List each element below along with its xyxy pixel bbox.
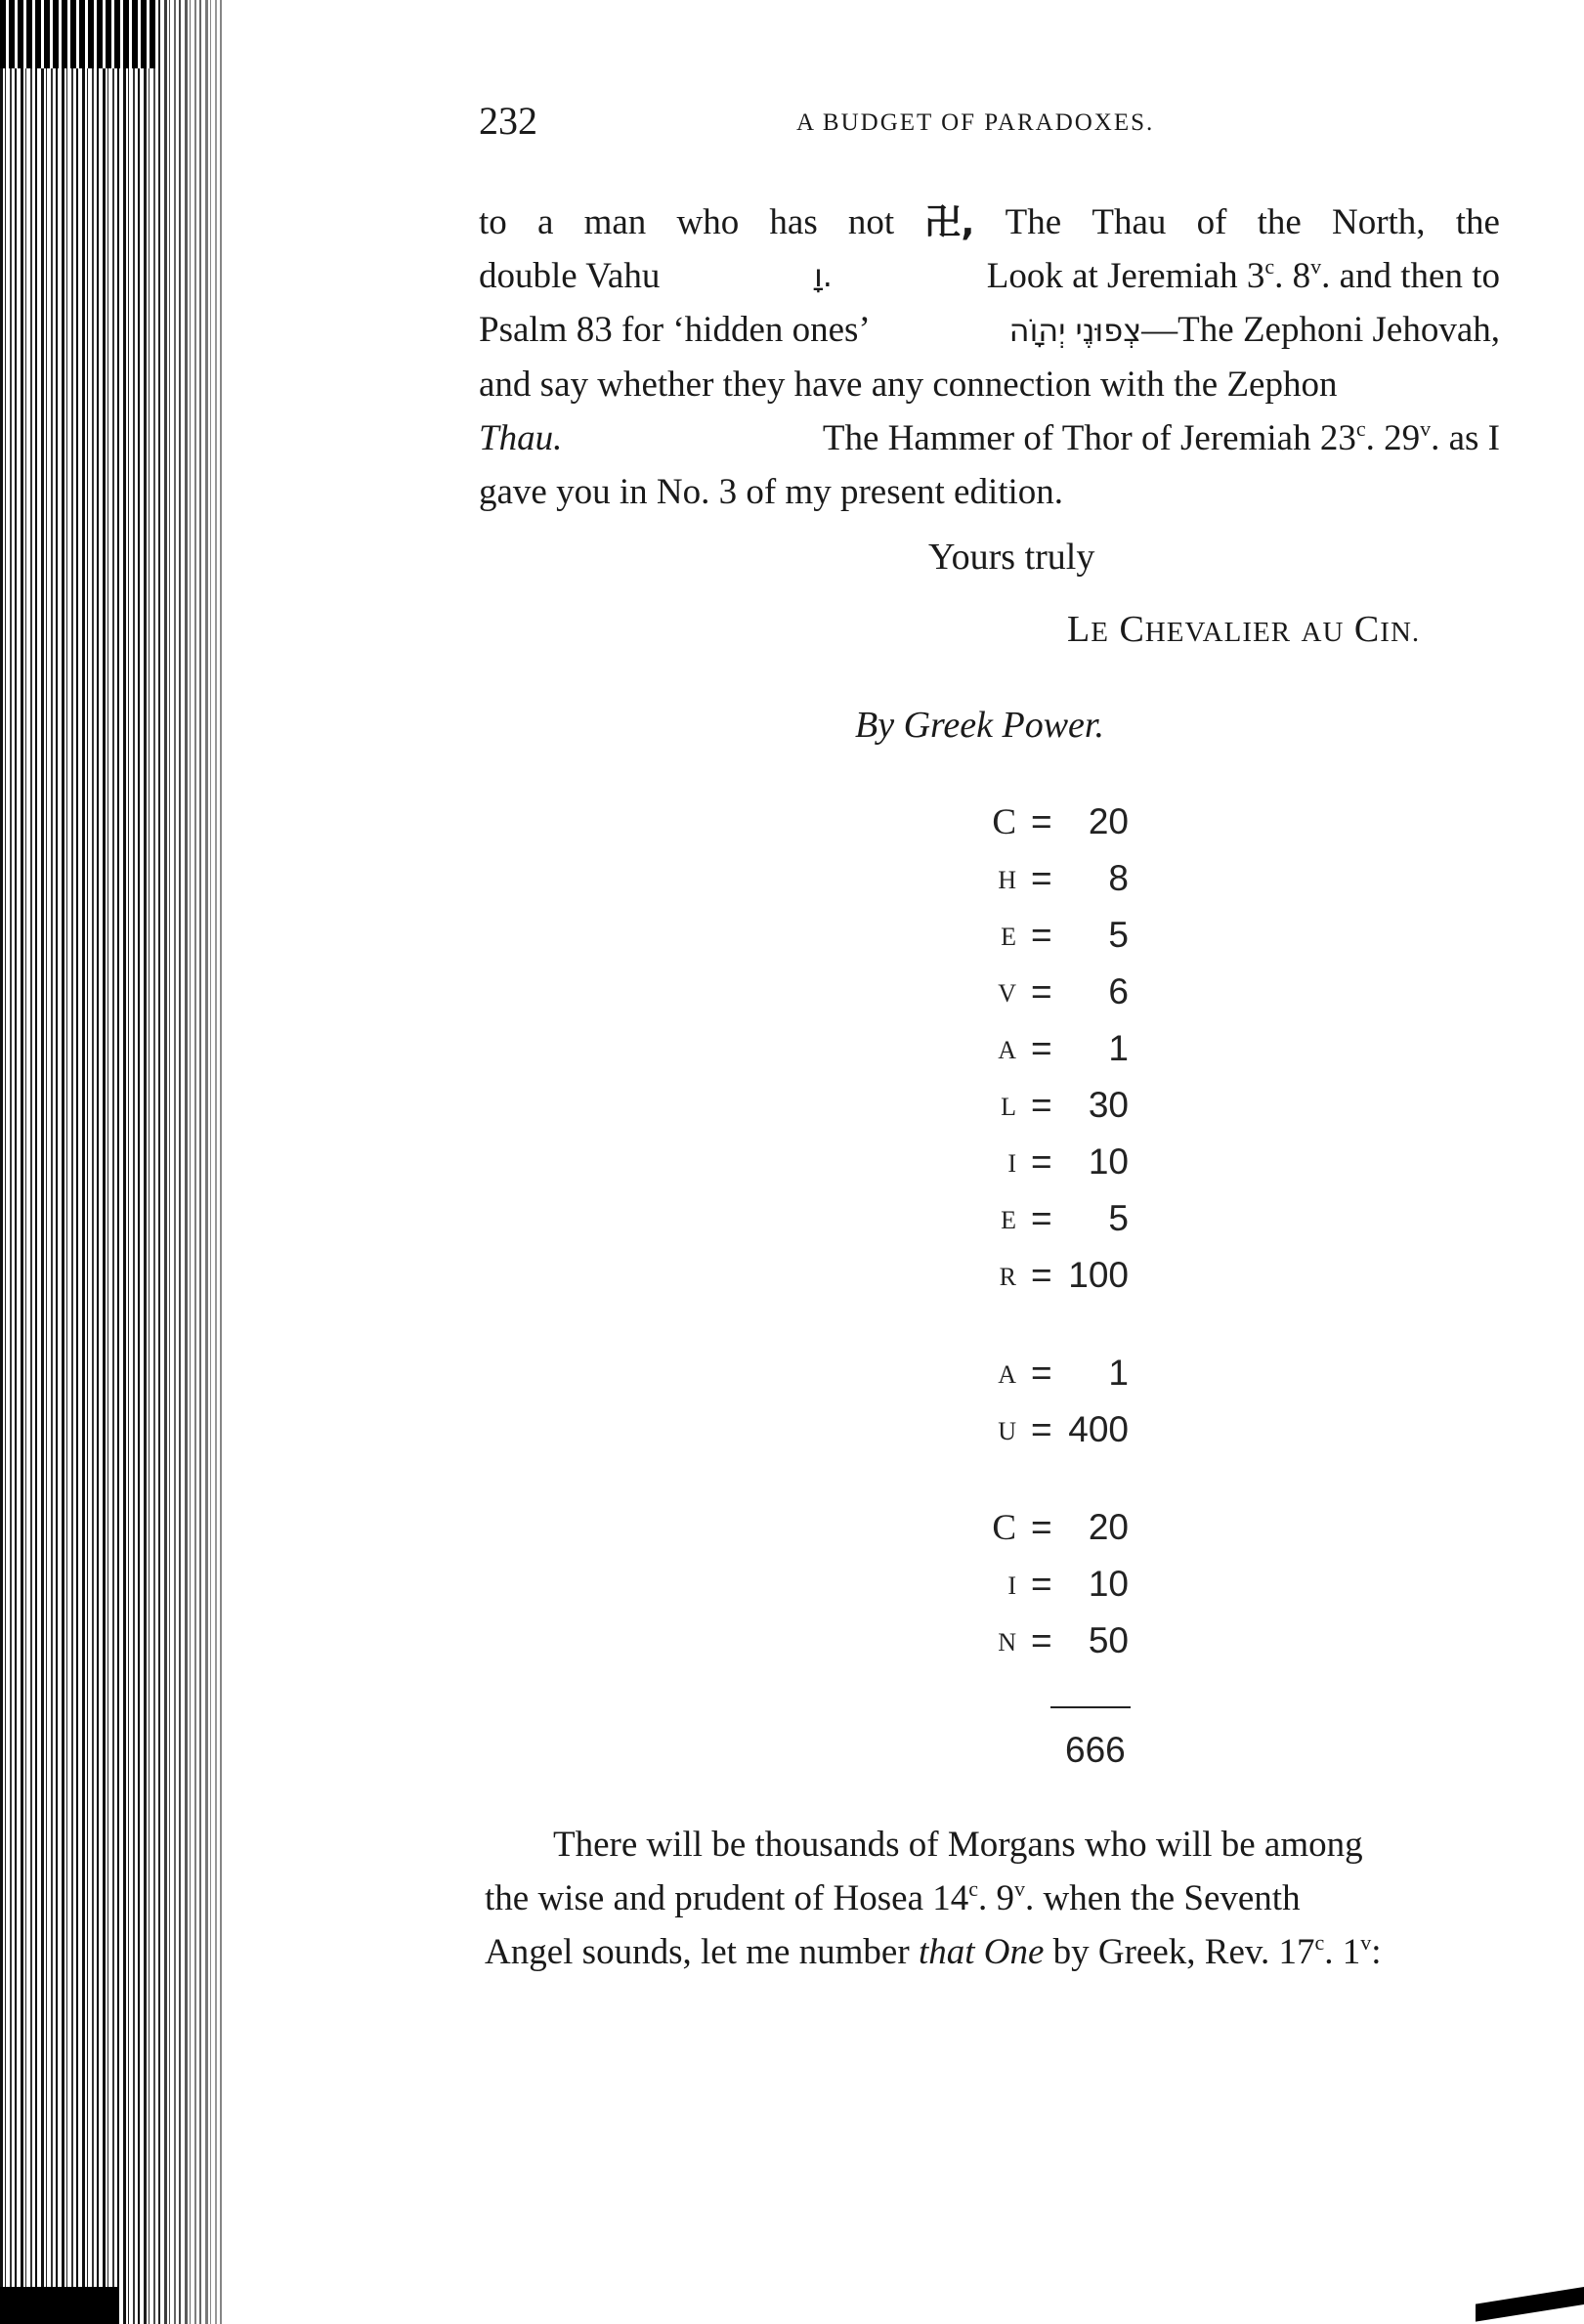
calc-letter: L <box>1001 1093 1016 1121</box>
calc-row <box>938 915 1182 971</box>
calc-value: 6 <box>1108 971 1129 1011</box>
calc-value: 20 <box>1088 801 1129 841</box>
calc-value: 20 <box>1088 1507 1129 1547</box>
calc-group-2 <box>938 1353 1182 1466</box>
calc-row <box>938 1409 1182 1466</box>
text-line: Psalm 83 for ‘hidden ones’ צְפוּנֶי יְהוָֹה—The Zephoni Jehovah, <box>479 310 1500 350</box>
calc-value: 5 <box>1108 1198 1129 1238</box>
calc-letter: E <box>1001 923 1016 951</box>
calc-letter: N <box>998 1628 1016 1657</box>
letter-paragraph <box>479 195 1500 519</box>
closing-paragraph <box>485 1818 1550 1979</box>
text-line: Thau. The Hammer of Thor of Jeremiah 23$^c$. 29$^v$. as I <box>479 416 1500 458</box>
equals-sign: = <box>1031 915 1052 955</box>
signature: LE CHEVALIER AU CIN. <box>1067 609 1421 650</box>
equals-sign: = <box>1031 1085 1052 1125</box>
section-title: By Greek Power. <box>855 705 1104 746</box>
equals-sign: = <box>1031 971 1052 1011</box>
text-line: Angel sounds, let me number that One by Greek, Rev. 17$^c$. 1$^v$: <box>485 1930 1382 1972</box>
calc-row <box>938 971 1182 1028</box>
calc-value: 8 <box>1108 858 1129 898</box>
hebrew-zephoni-jehovah: צְפוּנֶי יְהוָֹה <box>1008 312 1142 349</box>
calc-letter: R <box>999 1263 1016 1291</box>
calc-value: 1 <box>1108 1353 1129 1393</box>
calc-letter: C <box>992 1508 1016 1548</box>
text-line: There will be thousands of Morgans who will be among <box>553 1825 1363 1865</box>
calc-letter: C <box>992 802 1016 842</box>
calc-letter: I <box>1007 1571 1016 1600</box>
greek-power-calculation <box>938 801 1182 1677</box>
equals-sign: = <box>1031 1620 1052 1660</box>
calc-value: 10 <box>1088 1141 1129 1182</box>
hebrew-vahu: וָ. <box>814 257 833 294</box>
calc-group-3 <box>938 1507 1182 1677</box>
calc-value: 10 <box>1088 1564 1129 1604</box>
binding-shadow <box>137 0 225 2324</box>
calc-value: 5 <box>1108 915 1129 955</box>
text-line: and say whether they have any connection with the Zephon <box>479 365 1338 405</box>
equals-sign: = <box>1031 801 1052 841</box>
calc-row <box>938 1255 1182 1312</box>
text-line: double Vahu וָ. Look at Jeremiah 3$^c$. 8$^v$. and then to <box>479 249 1500 303</box>
equals-sign: = <box>1031 1028 1052 1068</box>
calc-letter: E <box>1001 1206 1016 1234</box>
closing: Yours truly <box>928 537 1095 578</box>
equals-sign: = <box>1031 858 1052 898</box>
sum-total: 666 <box>1065 1730 1126 1770</box>
calc-value: 100 <box>1068 1255 1129 1295</box>
calc-letter: U <box>998 1417 1016 1445</box>
binding-bottom-dark <box>0 2287 117 2324</box>
calc-value: 50 <box>1088 1620 1129 1660</box>
calc-row <box>938 1620 1182 1677</box>
calc-letter: V <box>998 979 1016 1008</box>
equals-sign: = <box>1031 1409 1052 1449</box>
calc-row <box>938 858 1182 915</box>
calc-letter: H <box>998 866 1016 894</box>
calc-letter: A <box>998 1036 1016 1064</box>
calc-row <box>938 1085 1182 1141</box>
calc-value: 400 <box>1068 1409 1129 1449</box>
thau-symbol: 卍, <box>924 201 975 243</box>
calc-group-1 <box>938 801 1182 1312</box>
calc-row <box>938 801 1182 858</box>
calc-letter: A <box>998 1360 1016 1389</box>
equals-sign: = <box>1031 1507 1052 1547</box>
calc-row <box>938 1198 1182 1255</box>
page-corner-mark <box>1476 2287 1584 2322</box>
calc-letter: I <box>1007 1149 1016 1178</box>
equals-sign: = <box>1031 1141 1052 1182</box>
page-header <box>479 98 1505 156</box>
equals-sign: = <box>1031 1353 1052 1393</box>
binding-top-dark <box>0 0 156 68</box>
equals-sign: = <box>1031 1255 1052 1295</box>
sum-rule <box>1050 1706 1131 1708</box>
calc-value: 1 <box>1108 1028 1129 1068</box>
running-title: A BUDGET OF PARADOXES. <box>796 109 1155 136</box>
equals-sign: = <box>1031 1564 1052 1604</box>
calc-row <box>938 1564 1182 1620</box>
calc-row <box>938 1353 1182 1409</box>
calc-row <box>938 1028 1182 1085</box>
equals-sign: = <box>1031 1198 1052 1238</box>
text-line: to a man who has not 卍, The Thau of the North, the <box>479 195 1500 249</box>
text-line: gave you in No. 3 of my present edition. <box>479 472 1064 512</box>
text-line: the wise and prudent of Hosea 14$^c$. 9$^v$. when the Seventh <box>485 1876 1301 1918</box>
calc-row <box>938 1507 1182 1564</box>
calc-value: 30 <box>1088 1085 1129 1125</box>
calc-row <box>938 1141 1182 1198</box>
page-number: 232 <box>479 99 537 143</box>
